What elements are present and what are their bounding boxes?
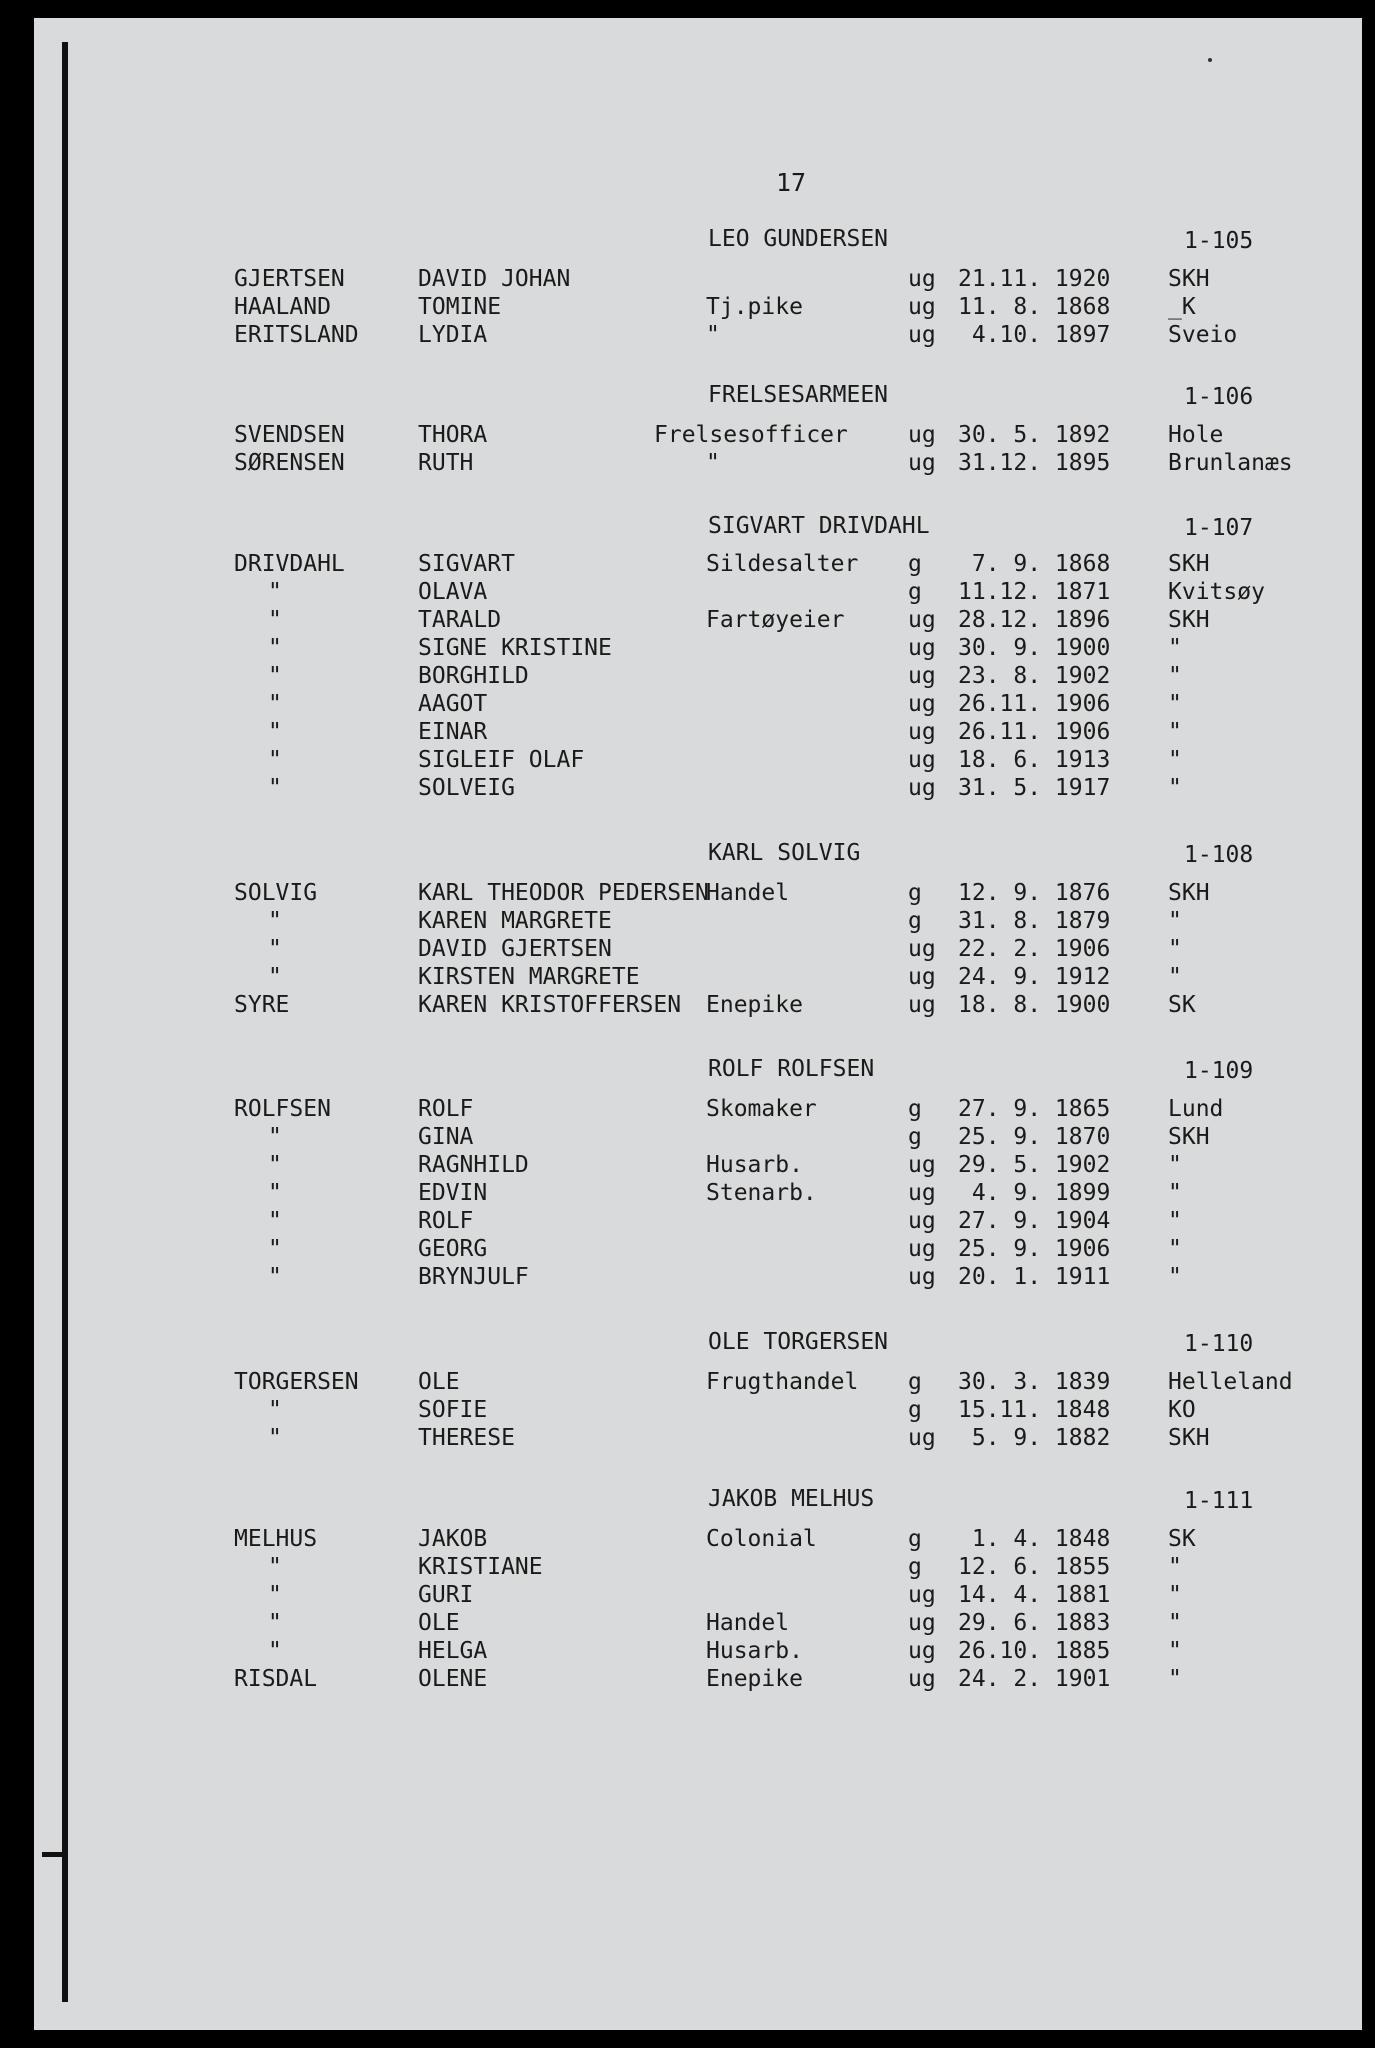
birth-date-cell: 29. 6. 1883 bbox=[958, 1610, 1111, 1636]
given-name-cell: JAKOB bbox=[418, 1526, 488, 1552]
birth-place-cell: Hole bbox=[1168, 422, 1224, 448]
given-name-cell: SOLVEIG bbox=[418, 775, 515, 801]
birth-date-cell: 22. 2. 1906 bbox=[958, 936, 1111, 962]
birth-place-cell: Brunlanæs bbox=[1168, 450, 1293, 476]
marital-status-cell: ug bbox=[908, 1582, 936, 1608]
given-name-cell: RAGNHILD bbox=[418, 1152, 529, 1178]
marital-status-cell: ug bbox=[908, 992, 936, 1018]
scan-border-bottom bbox=[0, 2030, 1375, 2048]
birth-place-cell: " bbox=[1168, 691, 1182, 717]
birth-place-cell: SKH bbox=[1168, 1425, 1210, 1451]
surname-cell: " bbox=[268, 1152, 282, 1178]
person-row bbox=[0, 1096, 1375, 1124]
marital-status-cell: g bbox=[908, 908, 922, 934]
household-header: FRELSESARMEEN bbox=[708, 382, 889, 408]
occupation-cell: Frugthandel bbox=[706, 1369, 859, 1395]
surname-cell: " bbox=[268, 1397, 282, 1423]
person-row bbox=[0, 691, 1375, 719]
surname-cell: " bbox=[268, 1638, 282, 1664]
birth-place-cell: " bbox=[1168, 1264, 1182, 1290]
surname-cell: " bbox=[268, 1264, 282, 1290]
marital-status-cell: ug bbox=[908, 719, 936, 745]
marital-status-cell: ug bbox=[908, 1264, 936, 1290]
marital-status-cell: ug bbox=[908, 266, 936, 292]
marital-status-cell: ug bbox=[908, 1236, 936, 1262]
person-row bbox=[0, 579, 1375, 607]
person-row bbox=[0, 1610, 1375, 1638]
surname-cell: MELHUS bbox=[234, 1526, 318, 1552]
given-name-cell: DAVID JOHAN bbox=[418, 266, 571, 292]
surname-cell: TORGERSEN bbox=[234, 1369, 359, 1395]
given-name-cell: GEORG bbox=[418, 1236, 488, 1262]
given-name-cell: SIGLEIF OLAF bbox=[418, 747, 585, 773]
birth-date-cell: 25. 9. 1906 bbox=[958, 1236, 1111, 1262]
birth-place-cell: " bbox=[1168, 747, 1182, 773]
birth-place-cell: _K bbox=[1168, 294, 1196, 320]
given-name-cell: GINA bbox=[418, 1124, 474, 1150]
surname-cell: " bbox=[268, 908, 282, 934]
birth-date-cell: 4.10. 1897 bbox=[958, 322, 1111, 348]
marital-status-cell: g bbox=[908, 1369, 922, 1395]
marital-status-cell: g bbox=[908, 880, 922, 906]
household-header: OLE TORGERSEN bbox=[708, 1329, 889, 1355]
given-name-cell: OLENE bbox=[418, 1666, 488, 1692]
marital-status-cell: ug bbox=[908, 1610, 936, 1636]
birth-date-cell: 30. 5. 1892 bbox=[958, 422, 1111, 448]
person-row bbox=[0, 663, 1375, 691]
person-row bbox=[0, 450, 1375, 478]
birth-date-cell: 26.11. 1906 bbox=[958, 691, 1111, 717]
person-row bbox=[0, 747, 1375, 775]
given-name-cell: BORGHILD bbox=[418, 663, 529, 689]
given-name-cell: BRYNJULF bbox=[418, 1264, 529, 1290]
birth-date-cell: 18. 8. 1900 bbox=[958, 992, 1111, 1018]
person-row bbox=[0, 1666, 1375, 1694]
marital-status-cell: g bbox=[908, 579, 922, 605]
birth-place-cell: SKH bbox=[1168, 551, 1210, 577]
surname-cell: GJERTSEN bbox=[234, 266, 345, 292]
household-code: 1-110 bbox=[1184, 1331, 1254, 1357]
birth-date-cell: 31.12. 1895 bbox=[958, 450, 1111, 476]
given-name-cell: OLE bbox=[418, 1369, 460, 1395]
margin-tick bbox=[42, 1852, 64, 1857]
occupation-cell: Tj.pike bbox=[706, 294, 803, 320]
given-name-cell: GURI bbox=[418, 1582, 474, 1608]
surname-cell: " bbox=[268, 1236, 282, 1262]
surname-cell: " bbox=[268, 775, 282, 801]
person-row bbox=[0, 908, 1375, 936]
birth-place-cell: " bbox=[1168, 936, 1182, 962]
birth-place-cell: " bbox=[1168, 775, 1182, 801]
birth-place-cell: " bbox=[1168, 1152, 1182, 1178]
birth-date-cell: 25. 9. 1870 bbox=[958, 1124, 1111, 1150]
given-name-cell: TARALD bbox=[418, 607, 502, 633]
household-code: 1-107 bbox=[1184, 515, 1254, 541]
person-row bbox=[0, 1425, 1375, 1453]
household-header: KARL SOLVIG bbox=[708, 840, 861, 866]
given-name-cell: SIGNE KRISTINE bbox=[418, 635, 612, 661]
person-row bbox=[0, 1526, 1375, 1554]
surname-cell: SYRE bbox=[234, 992, 290, 1018]
marital-status-cell: ug bbox=[908, 450, 936, 476]
marital-status-cell: ug bbox=[908, 964, 936, 990]
birth-date-cell: 27. 9. 1904 bbox=[958, 1208, 1111, 1234]
birth-place-cell: " bbox=[1168, 1208, 1182, 1234]
surname-cell: " bbox=[268, 691, 282, 717]
household-header: SIGVART DRIVDAHL bbox=[708, 513, 930, 539]
household-code: 1-105 bbox=[1184, 228, 1254, 254]
marital-status-cell: ug bbox=[908, 1425, 936, 1451]
birth-place-cell: " bbox=[1168, 1236, 1182, 1262]
occupation-cell: Skomaker bbox=[706, 1096, 817, 1122]
marital-status-cell: g bbox=[908, 1554, 922, 1580]
surname-cell: ERITSLAND bbox=[234, 322, 359, 348]
occupation-cell: Husarb. bbox=[706, 1152, 803, 1178]
surname-cell: ROLFSEN bbox=[234, 1096, 331, 1122]
marital-status-cell: g bbox=[908, 1124, 922, 1150]
birth-place-cell: " bbox=[1168, 1554, 1182, 1580]
marital-status-cell: g bbox=[908, 1526, 922, 1552]
marital-status-cell: g bbox=[908, 1096, 922, 1122]
birth-place-cell: " bbox=[1168, 1638, 1182, 1664]
birth-date-cell: 29. 5. 1902 bbox=[958, 1152, 1111, 1178]
surname-cell: " bbox=[268, 1582, 282, 1608]
person-row bbox=[0, 1208, 1375, 1236]
birth-place-cell: SK bbox=[1168, 992, 1196, 1018]
given-name-cell: OLAVA bbox=[418, 579, 488, 605]
household-header: LEO GUNDERSEN bbox=[708, 226, 889, 252]
birth-date-cell: 27. 9. 1865 bbox=[958, 1096, 1111, 1122]
person-row bbox=[0, 1124, 1375, 1152]
given-name-cell: AAGOT bbox=[418, 691, 488, 717]
person-row bbox=[0, 1264, 1375, 1292]
birth-date-cell: 21.11. 1920 bbox=[958, 266, 1111, 292]
surname-cell: HAALAND bbox=[234, 294, 331, 320]
birth-date-cell: 26.11. 1906 bbox=[958, 719, 1111, 745]
person-row bbox=[0, 1236, 1375, 1264]
given-name-cell: THERESE bbox=[418, 1425, 515, 1451]
occupation-cell: " bbox=[706, 322, 720, 348]
person-row bbox=[0, 992, 1375, 1020]
birth-place-cell: SKH bbox=[1168, 880, 1210, 906]
birth-date-cell: 11.12. 1871 bbox=[958, 579, 1111, 605]
birth-place-cell: " bbox=[1168, 1610, 1182, 1636]
birth-place-cell: " bbox=[1168, 964, 1182, 990]
occupation-cell: Sildesalter bbox=[706, 551, 859, 577]
birth-date-cell: 30. 9. 1900 bbox=[958, 635, 1111, 661]
birth-date-cell: 31. 8. 1879 bbox=[958, 908, 1111, 934]
person-row bbox=[0, 964, 1375, 992]
birth-place-cell: " bbox=[1168, 1666, 1182, 1692]
birth-date-cell: 7. 9. 1868 bbox=[958, 551, 1111, 577]
birth-date-cell: 24. 9. 1912 bbox=[958, 964, 1111, 990]
occupation-cell: Handel bbox=[706, 1610, 790, 1636]
person-row bbox=[0, 607, 1375, 635]
person-row bbox=[0, 936, 1375, 964]
surname-cell: SØRENSEN bbox=[234, 450, 345, 476]
person-row bbox=[0, 880, 1375, 908]
given-name-cell: SIGVART bbox=[418, 551, 515, 577]
birth-place-cell: Lund bbox=[1168, 1096, 1224, 1122]
marital-status-cell: ug bbox=[908, 691, 936, 717]
scan-border-top bbox=[0, 0, 1375, 18]
birth-place-cell: " bbox=[1168, 908, 1182, 934]
person-row bbox=[0, 1369, 1375, 1397]
given-name-cell: KARL THEODOR PEDERSEN bbox=[418, 880, 709, 906]
household-header: JAKOB MELHUS bbox=[708, 1486, 875, 1512]
given-name-cell: RUTH bbox=[418, 450, 474, 476]
surname-cell: " bbox=[268, 635, 282, 661]
page-number: 17 bbox=[776, 168, 807, 197]
surname-cell: " bbox=[268, 964, 282, 990]
surname-cell: " bbox=[268, 1180, 282, 1206]
birth-date-cell: 1. 4. 1848 bbox=[958, 1526, 1111, 1552]
person-row bbox=[0, 1582, 1375, 1610]
occupation-cell: Enepike bbox=[706, 992, 803, 1018]
birth-date-cell: 14. 4. 1881 bbox=[958, 1582, 1111, 1608]
birth-date-cell: 28.12. 1896 bbox=[958, 607, 1111, 633]
occupation-cell: Handel bbox=[706, 880, 790, 906]
marital-status-cell: ug bbox=[908, 294, 936, 320]
occupation-cell: Colonial bbox=[706, 1526, 817, 1552]
birth-place-cell: " bbox=[1168, 1582, 1182, 1608]
person-row bbox=[0, 1638, 1375, 1666]
surname-cell: SVENDSEN bbox=[234, 422, 345, 448]
birth-place-cell: SK bbox=[1168, 1526, 1196, 1552]
person-row bbox=[0, 266, 1375, 294]
birth-place-cell: Sveio bbox=[1168, 322, 1238, 348]
occupation-cell: Husarb. bbox=[706, 1638, 803, 1664]
birth-date-cell: 5. 9. 1882 bbox=[958, 1425, 1111, 1451]
marital-status-cell: g bbox=[908, 551, 922, 577]
birth-date-cell: 31. 5. 1917 bbox=[958, 775, 1111, 801]
person-row bbox=[0, 1397, 1375, 1425]
household-header: ROLF ROLFSEN bbox=[708, 1056, 875, 1082]
marital-status-cell: ug bbox=[908, 1666, 936, 1692]
birth-place-cell: " bbox=[1168, 663, 1182, 689]
surname-cell: " bbox=[268, 936, 282, 962]
person-row bbox=[0, 294, 1375, 322]
given-name-cell: KAREN MARGRETE bbox=[418, 908, 612, 934]
person-row bbox=[0, 551, 1375, 579]
surname-cell: SOLVIG bbox=[234, 880, 318, 906]
birth-place-cell: " bbox=[1168, 635, 1182, 661]
household-code: 1-111 bbox=[1184, 1488, 1254, 1514]
birth-date-cell: 11. 8. 1868 bbox=[958, 294, 1111, 320]
given-name-cell: SOFIE bbox=[418, 1397, 488, 1423]
household-code: 1-108 bbox=[1184, 842, 1254, 868]
marital-status-cell: ug bbox=[908, 607, 936, 633]
person-row bbox=[0, 635, 1375, 663]
surname-cell: " bbox=[268, 747, 282, 773]
given-name-cell: HELGA bbox=[418, 1638, 488, 1664]
birth-place-cell: SKH bbox=[1168, 607, 1210, 633]
occupation-cell: Frelsesofficer bbox=[654, 422, 848, 448]
person-row bbox=[0, 719, 1375, 747]
marital-status-cell: ug bbox=[908, 775, 936, 801]
given-name-cell: KIRSTEN MARGRETE bbox=[418, 964, 640, 990]
given-name-cell: THORA bbox=[418, 422, 488, 448]
marital-status-cell: ug bbox=[908, 747, 936, 773]
surname-cell: " bbox=[268, 719, 282, 745]
occupation-cell: " bbox=[706, 450, 720, 476]
marital-status-cell: ug bbox=[908, 1208, 936, 1234]
birth-date-cell: 20. 1. 1911 bbox=[958, 1264, 1111, 1290]
given-name-cell: OLE bbox=[418, 1610, 460, 1636]
birth-place-cell: " bbox=[1168, 719, 1182, 745]
occupation-cell: Stenarb. bbox=[706, 1180, 817, 1206]
given-name-cell: KAREN KRISTOFFERSEN bbox=[418, 992, 682, 1018]
birth-place-cell: SKH bbox=[1168, 1124, 1210, 1150]
given-name-cell: ROLF bbox=[418, 1096, 474, 1122]
person-row bbox=[0, 422, 1375, 450]
birth-place-cell: KO bbox=[1168, 1397, 1196, 1423]
birth-place-cell: Kvitsøy bbox=[1168, 579, 1265, 605]
given-name-cell: EDVIN bbox=[418, 1180, 488, 1206]
surname-cell: " bbox=[268, 1610, 282, 1636]
household-code: 1-109 bbox=[1184, 1058, 1254, 1084]
person-row bbox=[0, 1554, 1375, 1582]
speck bbox=[1208, 58, 1212, 62]
person-row bbox=[0, 1180, 1375, 1208]
surname-cell: " bbox=[268, 1425, 282, 1451]
given-name-cell: TOMINE bbox=[418, 294, 502, 320]
surname-cell: " bbox=[268, 663, 282, 689]
person-row bbox=[0, 775, 1375, 803]
household-code: 1-106 bbox=[1184, 384, 1254, 410]
birth-place-cell: " bbox=[1168, 1180, 1182, 1206]
birth-place-cell: SKH bbox=[1168, 266, 1210, 292]
birth-date-cell: 30. 3. 1839 bbox=[958, 1369, 1111, 1395]
birth-date-cell: 24. 2. 1901 bbox=[958, 1666, 1111, 1692]
given-name-cell: KRISTIANE bbox=[418, 1554, 543, 1580]
occupation-cell: Enepike bbox=[706, 1666, 803, 1692]
marital-status-cell: ug bbox=[908, 1638, 936, 1664]
birth-date-cell: 12. 6. 1855 bbox=[958, 1554, 1111, 1580]
marital-status-cell: ug bbox=[908, 1180, 936, 1206]
given-name-cell: EINAR bbox=[418, 719, 488, 745]
marital-status-cell: ug bbox=[908, 1152, 936, 1178]
surname-cell: RISDAL bbox=[234, 1666, 318, 1692]
occupation-cell: Fartøyeier bbox=[706, 607, 845, 633]
birth-date-cell: 18. 6. 1913 bbox=[958, 747, 1111, 773]
marital-status-cell: ug bbox=[908, 936, 936, 962]
person-row bbox=[0, 1152, 1375, 1180]
marital-status-cell: ug bbox=[908, 663, 936, 689]
marital-status-cell: ug bbox=[908, 322, 936, 348]
birth-date-cell: 15.11. 1848 bbox=[958, 1397, 1111, 1423]
birth-place-cell: Helleland bbox=[1168, 1369, 1293, 1395]
given-name-cell: DAVID GJERTSEN bbox=[418, 936, 612, 962]
surname-cell: " bbox=[268, 607, 282, 633]
surname-cell: " bbox=[268, 1124, 282, 1150]
given-name-cell: LYDIA bbox=[418, 322, 488, 348]
marital-status-cell: ug bbox=[908, 635, 936, 661]
surname-cell: " bbox=[268, 579, 282, 605]
birth-date-cell: 23. 8. 1902 bbox=[958, 663, 1111, 689]
person-row bbox=[0, 322, 1375, 350]
given-name-cell: ROLF bbox=[418, 1208, 474, 1234]
marital-status-cell: ug bbox=[908, 422, 936, 448]
birth-date-cell: 4. 9. 1899 bbox=[958, 1180, 1111, 1206]
surname-cell: " bbox=[268, 1208, 282, 1234]
birth-date-cell: 12. 9. 1876 bbox=[958, 880, 1111, 906]
surname-cell: DRIVDAHL bbox=[234, 551, 345, 577]
surname-cell: " bbox=[268, 1554, 282, 1580]
birth-date-cell: 26.10. 1885 bbox=[958, 1638, 1111, 1664]
marital-status-cell: g bbox=[908, 1397, 922, 1423]
